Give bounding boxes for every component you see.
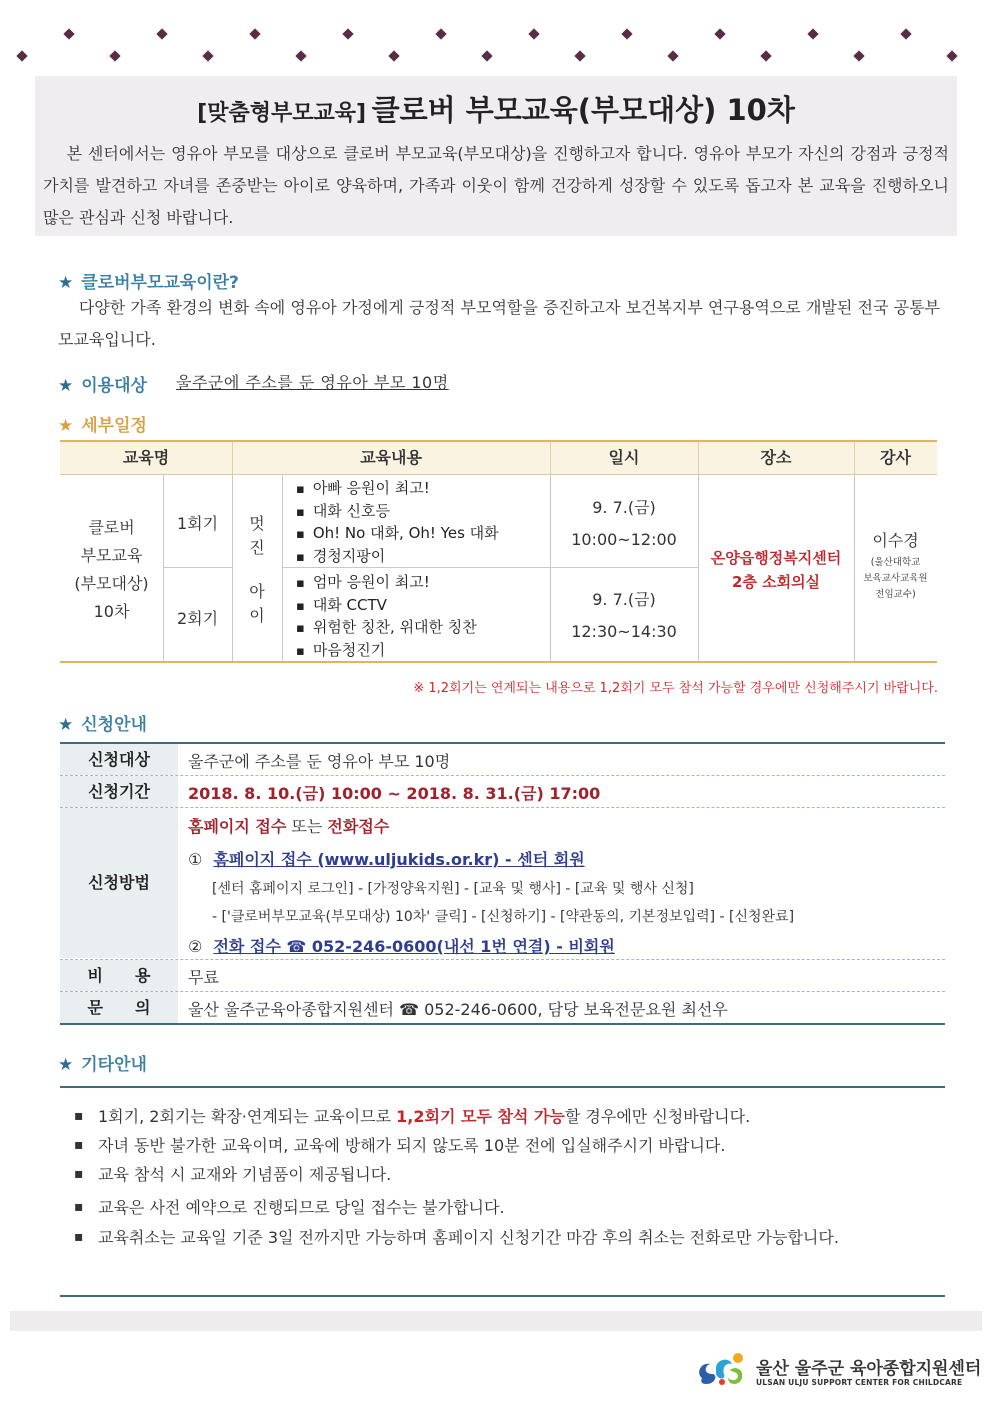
session-2-datetime xyxy=(550,584,698,648)
venue xyxy=(698,546,854,594)
list-item: ▪ 경청지팡이 xyxy=(296,546,499,569)
title-prefix: [맞춤형부모교육] xyxy=(197,101,367,126)
schedule-title: 세부일정 xyxy=(81,416,147,436)
row-label: 신청대상 xyxy=(60,744,178,775)
method-path-step: [센터 홈페이지 로그인] - [가정양육지원] - [교육 및 행사] - [교육 및 행사 신청] xyxy=(212,881,694,897)
section-target-heading xyxy=(58,371,147,396)
center-logo xyxy=(694,1348,982,1393)
footer-band xyxy=(10,1311,982,1331)
list-item xyxy=(74,1223,936,1252)
method-or: 또는 xyxy=(286,817,328,836)
column-header: 교육명 xyxy=(122,448,170,467)
list-item xyxy=(74,1193,936,1222)
star-icon: ★ xyxy=(58,715,74,735)
affiliation-line: (울산대학교 xyxy=(870,557,921,568)
row-label: 문 의 xyxy=(60,992,178,1023)
fee-value: 무료 xyxy=(188,968,219,987)
list-item-text: ▪ 교육취소는 교육일 기준 3일 전까지만 가능하며 홈페이지 신청기간 마감 후의 취소는 전화로만 가능합니다. xyxy=(98,1228,839,1247)
decorative-diamond xyxy=(853,50,864,61)
session-time: 12:30~14:30 xyxy=(571,622,677,641)
row-label: 신청방법 xyxy=(60,808,178,958)
list-item-text: ▪ 교육 참석 시 교재와 기념품이 제공됩니다. xyxy=(98,1165,392,1184)
instructor-affiliation xyxy=(854,555,937,603)
section-what-is-heading xyxy=(58,268,239,293)
decorative-diamond xyxy=(16,50,27,61)
list-item xyxy=(74,1160,936,1189)
program-name xyxy=(60,514,163,626)
decorative-diamond xyxy=(202,50,213,61)
column-header: 강사 xyxy=(880,448,911,467)
column-header: 교육내용 xyxy=(360,448,422,467)
target-title: 이용대상 xyxy=(81,376,147,396)
program-name-line: 10차 xyxy=(93,602,130,621)
theme-label-top xyxy=(232,512,282,560)
star-icon: ★ xyxy=(58,376,74,396)
divider xyxy=(550,442,551,474)
org-name-english: ULSAN ULJU SUPPORT CENTER FOR CHILDCARE xyxy=(756,1378,963,1387)
row-value: 울주군에 주소를 둔 영유아 부모 10명 xyxy=(188,752,451,771)
box-top-border xyxy=(60,1086,945,1088)
decorative-diamond xyxy=(760,50,771,61)
list-item: ▪ 위험한 칭찬, 위대한 칭찬 xyxy=(296,617,477,640)
star-icon: ★ xyxy=(58,416,74,436)
decorative-diamond xyxy=(435,28,446,39)
program-name-line: 클로버 xyxy=(88,518,135,537)
divider xyxy=(60,807,945,808)
decorative-diamond xyxy=(714,28,725,39)
table-header-divider xyxy=(60,474,937,475)
session-1-datetime xyxy=(550,492,698,556)
method-phone-label: 전화접수 xyxy=(327,817,390,836)
program-name-line: (부모대상) xyxy=(74,574,149,593)
affiliation-line: 보육교사교육원 xyxy=(863,573,928,584)
list-item: ▪ 아빠 응원이 최고! xyxy=(296,478,499,501)
session-label: 2회기 xyxy=(176,609,219,628)
other-title: 기타안내 xyxy=(81,1055,147,1075)
table-bottom-border xyxy=(60,661,937,663)
divider xyxy=(854,442,855,474)
list-item: ▪ Oh! No 대화, Oh! Yes 대화 xyxy=(296,523,499,546)
divider xyxy=(163,567,232,568)
decorative-diamond xyxy=(342,28,353,39)
number-marker: ② xyxy=(188,937,203,956)
column-header: 장소 xyxy=(760,448,792,467)
row-label: 비 용 xyxy=(60,960,178,991)
method-web xyxy=(188,847,585,870)
table-top-border xyxy=(60,742,945,744)
page-title xyxy=(35,88,957,129)
method-path-step: - ['클로버부모교육(부모대상) 10차' 클릭] - [신청하기] - [약관동의, 기본정보입력] - [신청완료] xyxy=(212,909,795,925)
divider xyxy=(282,475,283,661)
method-phone xyxy=(188,934,615,957)
decorative-diamond xyxy=(388,50,399,61)
decorative-diamond xyxy=(63,28,74,39)
theme-char: 진 xyxy=(249,538,265,557)
list-item: ▪ 마음청진기 xyxy=(296,640,477,663)
box-bottom-border xyxy=(60,1295,945,1297)
session-label: 1회기 xyxy=(176,514,219,533)
decorative-diamond xyxy=(946,50,957,61)
application-table xyxy=(60,742,945,1026)
row-label: 신청기간 xyxy=(60,776,178,807)
decorative-diamond xyxy=(481,50,492,61)
title-main: 클로버 부모교육(부모대상) 10차 xyxy=(371,93,795,127)
list-item: ▪ 대화 CCTV xyxy=(296,595,477,618)
list-item-text: 할 경우에만 신청바랍니다. xyxy=(564,1107,751,1126)
divider xyxy=(232,442,233,474)
intro-text: 본 센터에서는 영유아 부모를 대상으로 클로버 부모교육(부모대상)을 진행하고자 합니다. 영유아 부모가 자신의 강점과 긍정적 가치를 발견하고 자녀를 존중받는 아이로 양육하며, 가족과 이웃이 함께 건강하게 성장할 수 있도록 돕고자 본 교육을 진행하오니 많은 관심과 신청 바랍니다. xyxy=(43,144,950,227)
schedule-note: ※ 1,2회기는 연계되는 내용으로 1,2회기 모두 참석 가능할 경우에만 신청해주시기 바랍니다. xyxy=(413,681,938,696)
decorative-dot-border xyxy=(18,30,978,64)
divider xyxy=(60,775,945,776)
decorative-diamond xyxy=(295,50,306,61)
target-text: 울주군에 주소를 둔 영유아 부모 10명 xyxy=(176,373,449,392)
method-web-label: 홈페이지 접수 xyxy=(188,817,287,836)
affiliation-line: 전임교수) xyxy=(875,589,916,600)
list-item: ▪ 엄마 응원이 최고! xyxy=(296,572,477,595)
decorative-diamond xyxy=(528,28,539,39)
list-item-text: ▪ 자녀 동반 불가한 교육이며, 교육에 방해가 되지 않도록 10분 전에 입실해주시기 바랍니다. xyxy=(98,1136,726,1155)
what-is-text: 다양한 가족 환경의 변화 속에 영유아 가정에게 긍정적 부모역할을 증진하고자 보건복지부 연구용역으로 개발된 전국 공통부모교육입니다. xyxy=(58,298,941,349)
table-bottom-border xyxy=(60,1023,945,1025)
star-icon: ★ xyxy=(58,273,74,293)
decorative-diamond xyxy=(249,28,260,39)
divider xyxy=(232,475,233,661)
inquiry-value: 울산 울주군육아종합지원센터 ☎ 052-246-0600, 담당 보육전문요원 최선우 xyxy=(188,1000,728,1019)
list-item-text: 1회기, 2회기는 확장·연계되는 교육이므로 xyxy=(98,1107,397,1126)
session-date: 9. 7.(금) xyxy=(592,590,656,609)
org-name: 울산 울주군 육아종합지원센터 xyxy=(756,1359,982,1379)
instructor xyxy=(854,528,937,603)
program-name-line: 부모교육 xyxy=(80,546,143,565)
theme-char: 아 xyxy=(249,582,265,601)
divider xyxy=(60,959,945,960)
emphasis-text: 1,2회기 모두 참석 가능 xyxy=(396,1107,565,1126)
header-box xyxy=(35,76,957,236)
decorative-diamond xyxy=(900,28,911,39)
intro-paragraph xyxy=(43,138,949,234)
theme-char: 이 xyxy=(249,606,265,625)
instructor-name: 이수경 xyxy=(872,531,919,550)
decorative-diamond xyxy=(574,50,585,61)
homepage-link[interactable]: 홈페이지 접수 (www.uljukids.or.kr) - 센터 회원 xyxy=(213,850,585,869)
list-item xyxy=(74,1102,936,1131)
session-2-contents xyxy=(296,572,477,662)
center-logo-icon xyxy=(694,1348,752,1392)
venue-line: 2층 소회의실 xyxy=(731,573,821,591)
session-1-contents xyxy=(296,478,499,568)
decorative-diamond xyxy=(807,28,818,39)
section-application-heading xyxy=(58,710,147,735)
schedule-table xyxy=(60,440,937,664)
decorative-diamond xyxy=(667,50,678,61)
phone-link[interactable]: 전화 접수 ☎ 052-246-0600(내선 1번 연결) - 비회원 xyxy=(213,937,615,956)
column-header: 일시 xyxy=(608,448,640,467)
what-is-paragraph xyxy=(58,292,940,356)
star-icon: ★ xyxy=(58,1055,74,1075)
what-is-title: 클로버부모교육이란? xyxy=(81,273,239,293)
session-time: 10:00~12:00 xyxy=(571,530,677,549)
decorative-diamond xyxy=(109,50,120,61)
method-summary xyxy=(188,814,389,837)
decorative-diamond xyxy=(156,28,167,39)
other-info-box xyxy=(60,1086,945,1298)
divider xyxy=(163,475,164,661)
list-item xyxy=(74,1131,936,1160)
application-period: 2018. 8. 10.(금) 10:00 ~ 2018. 8. 31.(금) 17:00 xyxy=(188,784,601,803)
theme-char: 멋 xyxy=(249,514,265,533)
decorative-diamond xyxy=(621,28,632,39)
section-other-heading xyxy=(58,1050,147,1075)
theme-label-bottom xyxy=(232,580,282,628)
venue-line: 온양읍행정복지센터 xyxy=(710,549,842,567)
session-date: 9. 7.(금) xyxy=(592,498,656,517)
section-schedule-heading xyxy=(58,411,147,436)
divider xyxy=(60,991,945,992)
number-marker: ① xyxy=(188,850,203,869)
divider xyxy=(698,442,699,474)
application-title: 신청안내 xyxy=(81,715,147,735)
list-item-text: ▪ 교육은 사전 예약으로 진행되므로 당일 접수는 불가합니다. xyxy=(98,1198,505,1217)
list-item: ▪ 대화 신호등 xyxy=(296,501,499,524)
